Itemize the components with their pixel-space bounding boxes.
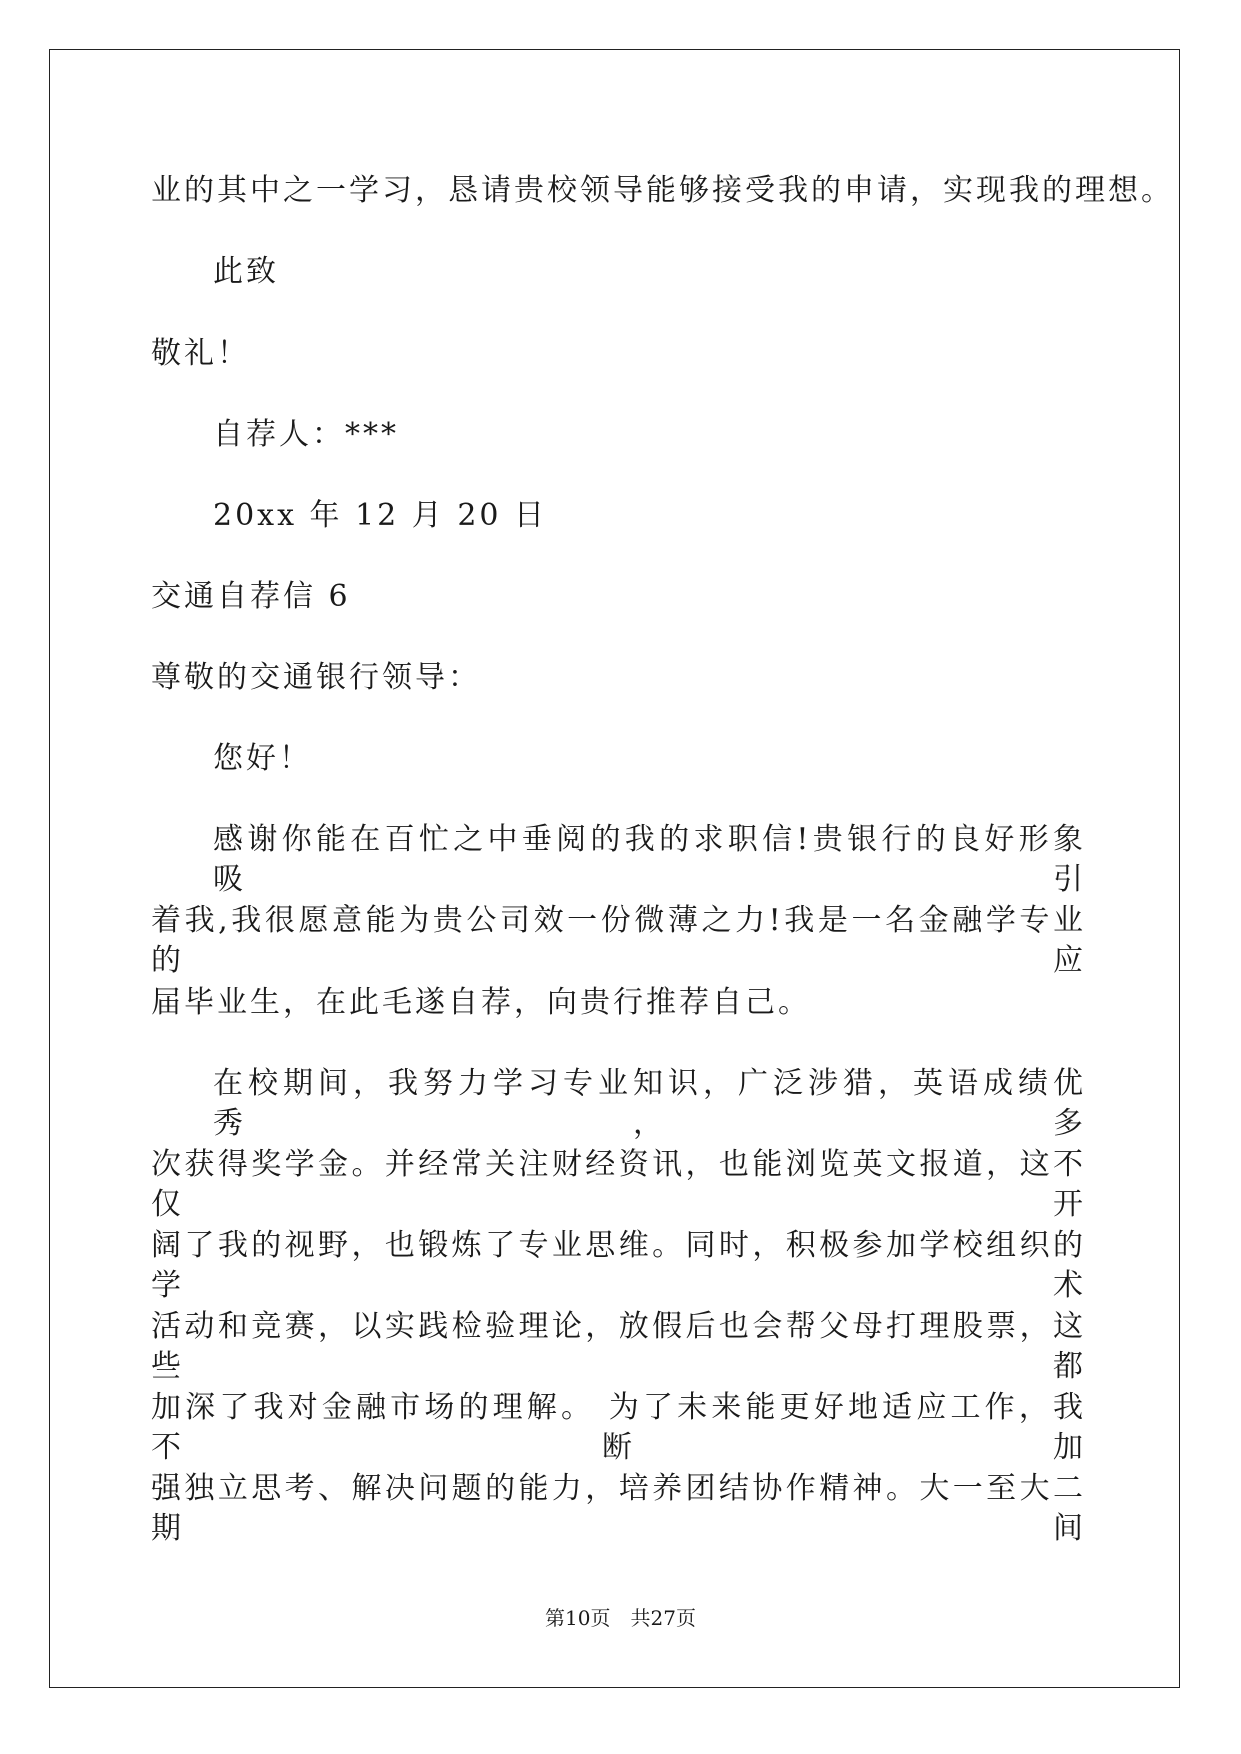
paragraph-line: 次获得奖学金。并经常关注财经资讯，也能浏览英文报道，这不仅开 bbox=[151, 1147, 1086, 1222]
closing-regards: 敬礼！ bbox=[151, 336, 250, 371]
signature: 自荐人：*** bbox=[213, 417, 399, 452]
body-line: 业的其中之一学习，恳请贵校领导能够接受我的申请，实现我的理想。 bbox=[151, 173, 1174, 208]
paragraph-line: 感谢你能在百忙之中垂阅的我的求职信!贵银行的良好形象吸引 bbox=[213, 822, 1086, 897]
paragraph-line: 着我,我很愿意能为贵公司效一份微薄之力!我是一名金融学专业的应 bbox=[151, 903, 1086, 978]
closing-salutation: 此致 bbox=[213, 254, 279, 289]
paragraph-line: 阔了我的视野，也锻炼了专业思维。同时，积极参加学校组织的学术 bbox=[151, 1228, 1086, 1303]
page-prefix: 第 bbox=[545, 1606, 566, 1630]
date: 20xx 年 12 月 20 日 bbox=[213, 498, 548, 533]
page-total: 27 bbox=[650, 1606, 676, 1630]
section-title: 交通自荐信 6 bbox=[151, 579, 351, 614]
page-footer bbox=[0, 1605, 1241, 1631]
paragraph-line: 届毕业生，在此毛遂自荐，向贵行推荐自己。 bbox=[151, 985, 811, 1020]
greeting-addressee: 尊敬的交通银行领导： bbox=[151, 660, 481, 695]
paragraph-line: 强独立思考、解决问题的能力，培养团结协作精神。大一至大二期间 bbox=[151, 1471, 1086, 1546]
paragraph-line: 加深了我对金融市场的理解。 为了未来能更好地适应工作，我不断加 bbox=[151, 1390, 1086, 1465]
page-mid: 页 共 bbox=[590, 1606, 651, 1630]
greeting: 您好！ bbox=[213, 741, 312, 776]
paragraph-line: 活动和竞赛，以实践检验理论，放假后也会帮父母打理股票，这些都 bbox=[151, 1309, 1086, 1384]
paragraph-line: 在校期间，我努力学习专业知识，广泛涉猎，英语成绩优秀，多 bbox=[213, 1066, 1086, 1141]
page-current: 10 bbox=[565, 1606, 591, 1630]
page-suffix: 页 bbox=[675, 1606, 696, 1630]
